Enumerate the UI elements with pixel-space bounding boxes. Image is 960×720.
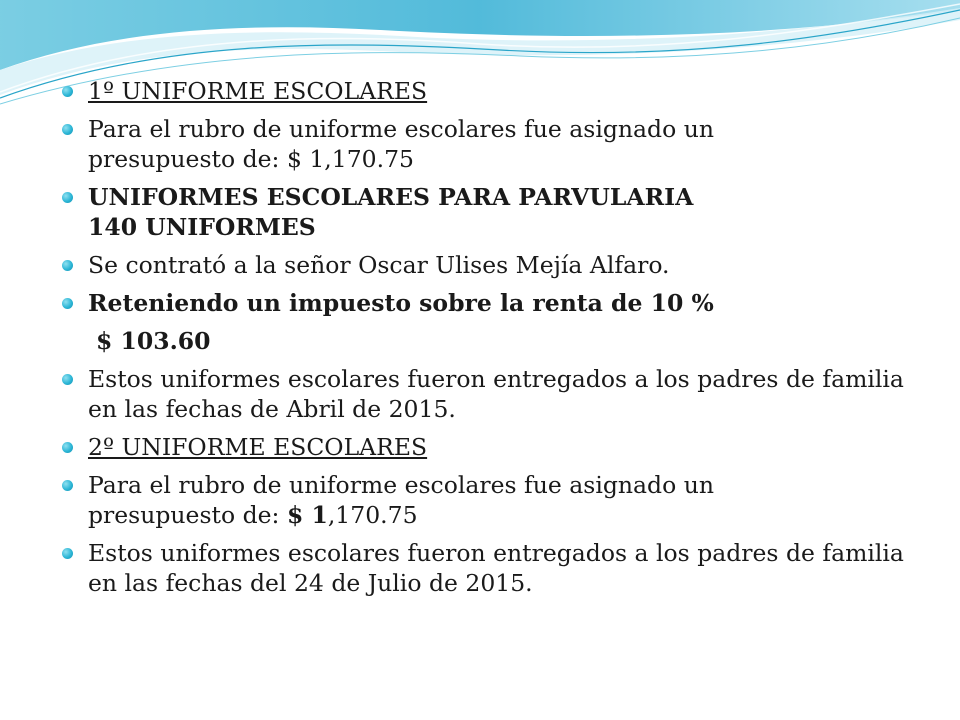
amount-value: $ 1,170.75 <box>286 145 415 173</box>
amount-prefix: presupuesto de: <box>88 145 287 173</box>
item-text: Estos uniformes escolares fueron entregados a los padres de familia en las fechas de Abril de 2015. <box>88 365 904 423</box>
item-text: Estos uniformes escolares fueron entregados a los padres de familia en las fechas del 24 de Julio de 2015. <box>88 539 904 597</box>
list-item-contratacion <box>62 250 922 280</box>
section-heading: 1º UNIFORME ESCOLARES <box>88 77 428 105</box>
bullet-icon <box>62 442 73 453</box>
amount-value-rest: ,170.75 <box>327 501 418 529</box>
list-item-retencion <box>62 288 922 318</box>
list-item-retencion-amount <box>62 326 922 356</box>
bullet-list <box>62 76 922 598</box>
bullet-icon <box>62 298 73 309</box>
list-item-presupuesto-2 <box>62 470 922 530</box>
amount-prefix: presupuesto de: <box>88 501 287 529</box>
list-item-uniforme-2 <box>62 432 922 462</box>
item-text: 140 UNIFORMES <box>88 213 316 241</box>
item-text: Para el rubro de uniforme escolares fue asignado un <box>88 471 714 499</box>
list-item-uniforme-1 <box>62 76 922 106</box>
item-text: Para el rubro de uniforme escolares fue asignado un <box>88 115 714 143</box>
bullet-icon <box>62 124 73 135</box>
bullet-icon <box>62 480 73 491</box>
amount-value: $ 103.60 <box>96 327 211 355</box>
item-text: UNIFORMES ESCOLARES PARA PARVULARIA <box>88 183 694 211</box>
item-text: Se contrató a la señor Oscar Ulises Mejía Alfaro. <box>88 251 670 279</box>
bullet-icon <box>62 548 73 559</box>
item-text: Reteniendo un impuesto sobre la renta de 10 % <box>88 289 714 317</box>
bullet-icon <box>62 192 73 203</box>
bullet-icon <box>62 374 73 385</box>
list-item-entrega-2 <box>62 538 922 598</box>
bullet-icon <box>62 86 73 97</box>
list-item-parvularia <box>62 182 922 242</box>
list-item-presupuesto-1 <box>62 114 922 174</box>
amount-value: $ 1 <box>286 501 328 529</box>
section-heading: 2º UNIFORME ESCOLARES <box>88 433 428 461</box>
bullet-icon <box>62 260 73 271</box>
list-item-entrega-1 <box>62 364 922 424</box>
